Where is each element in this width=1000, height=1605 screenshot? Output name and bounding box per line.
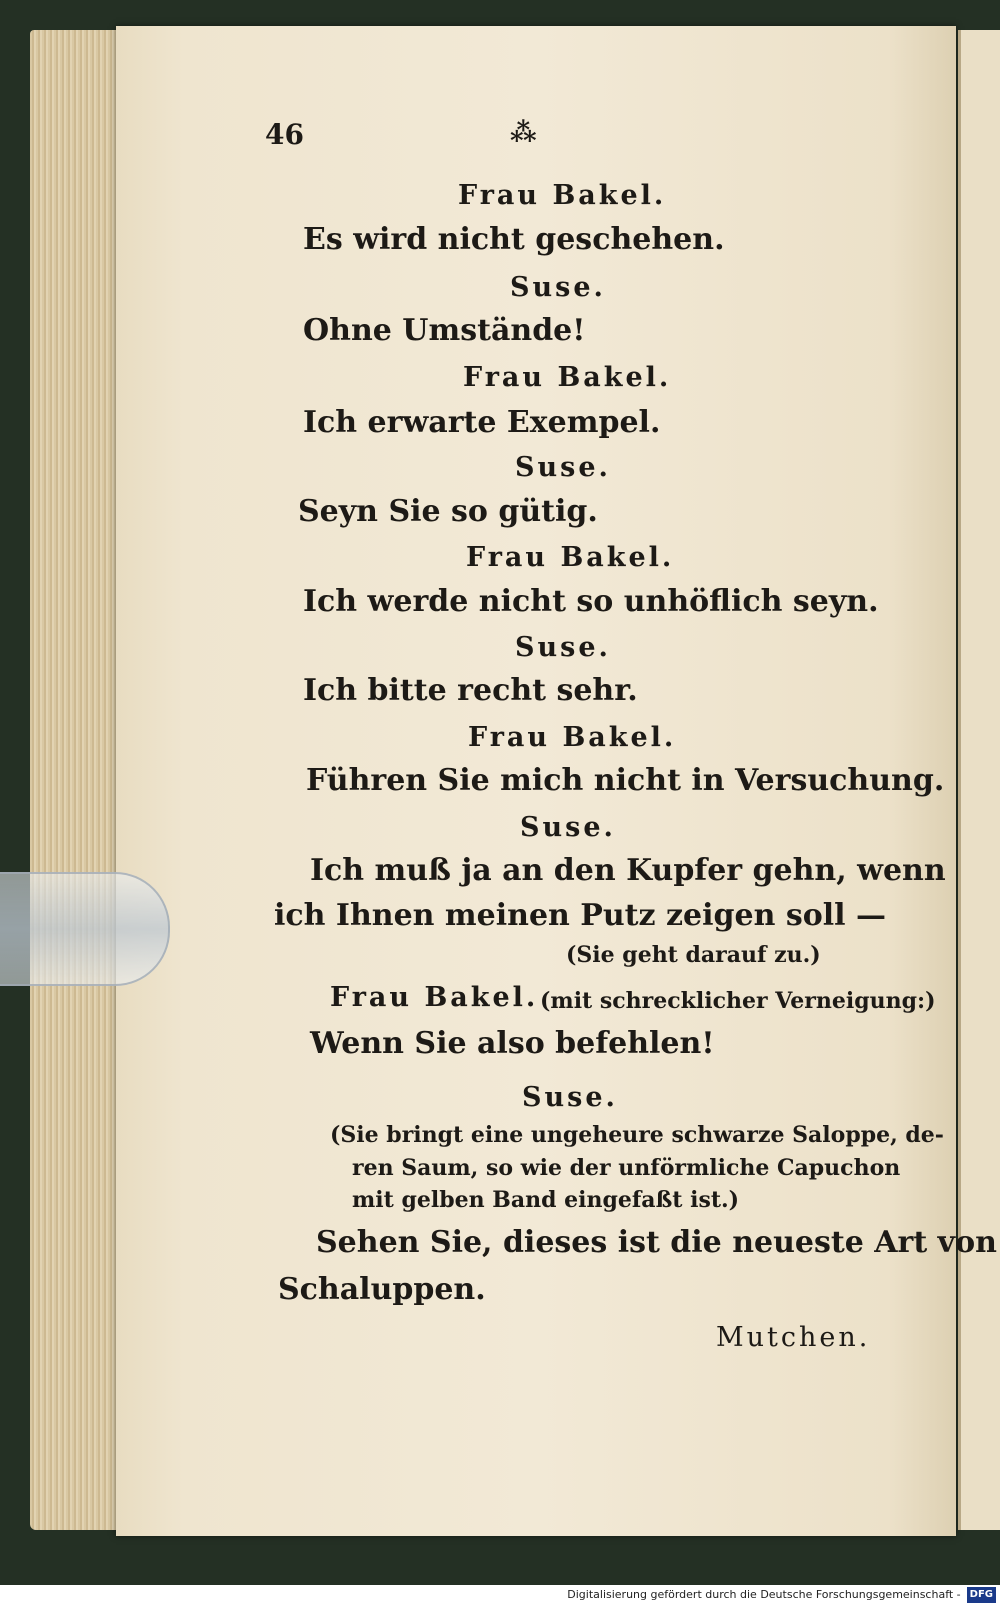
- stage-direction: (mit schrecklicher Verneigung:): [540, 988, 936, 1014]
- speaker-label: Suse.: [515, 452, 611, 483]
- stage-direction: (Sie bringt eine ungeheure schwarze Saloppe, de-: [330, 1122, 944, 1148]
- speech-line: Es wird nicht geschehen.: [303, 222, 725, 257]
- speech-line: Sehen Sie, dieses ist die neueste Art von: [316, 1225, 997, 1260]
- book-page-edges: [30, 30, 122, 1530]
- speech-line: Ich werde nicht so unhöflich seyn.: [303, 584, 879, 619]
- speaker-label: Suse.: [522, 1082, 618, 1113]
- speaker-label: Suse.: [515, 632, 611, 663]
- speech-line: Ich muß ja an den Kupfer gehn, wenn: [310, 853, 946, 888]
- speech-line: ich Ihnen meinen Putz zeigen soll —: [274, 898, 886, 933]
- stage-direction: (Sie geht darauf zu.): [566, 942, 821, 968]
- speech-line: Seyn Sie so gütig.: [298, 494, 598, 529]
- speaker-label: Suse.: [510, 272, 606, 303]
- speech-line: Wenn Sie also befehlen!: [310, 1026, 715, 1061]
- speech-line: Führen Sie mich nicht in Versuchung.: [306, 763, 945, 798]
- speech-line: Schaluppen.: [278, 1272, 486, 1307]
- speaker-label: Frau Bakel.: [458, 180, 667, 211]
- page-number: 46: [265, 118, 304, 151]
- dfg-logo: DFG: [967, 1587, 996, 1603]
- footer-bar: [0, 1585, 1000, 1605]
- speaker-label: Frau Bakel.: [330, 982, 539, 1013]
- speech-line: Ohne Umstände!: [303, 313, 586, 348]
- speaker-label: Suse.: [520, 812, 616, 843]
- speaker-label: Frau Bakel.: [468, 722, 677, 753]
- speech-line: Ich bitte recht sehr.: [303, 673, 638, 708]
- catchword: Mutchen.: [716, 1322, 871, 1353]
- facing-page-edge: [958, 30, 1000, 1530]
- funding-notice: Digitalisierung gefördert durch die Deutsche Forschungsgemeinschaft -: [567, 1588, 961, 1601]
- stage-direction: mit gelben Band eingefaßt ist.): [352, 1187, 740, 1213]
- speaker-label: Frau Bakel.: [466, 542, 675, 573]
- stage-direction: ren Saum, so wie der unförmliche Capuchon: [352, 1155, 901, 1181]
- speech-line: Ich erwarte Exempel.: [303, 405, 661, 440]
- speaker-label: Frau Bakel.: [463, 362, 672, 393]
- page-clip: [0, 872, 170, 986]
- header-ornament: ⁂: [510, 118, 539, 148]
